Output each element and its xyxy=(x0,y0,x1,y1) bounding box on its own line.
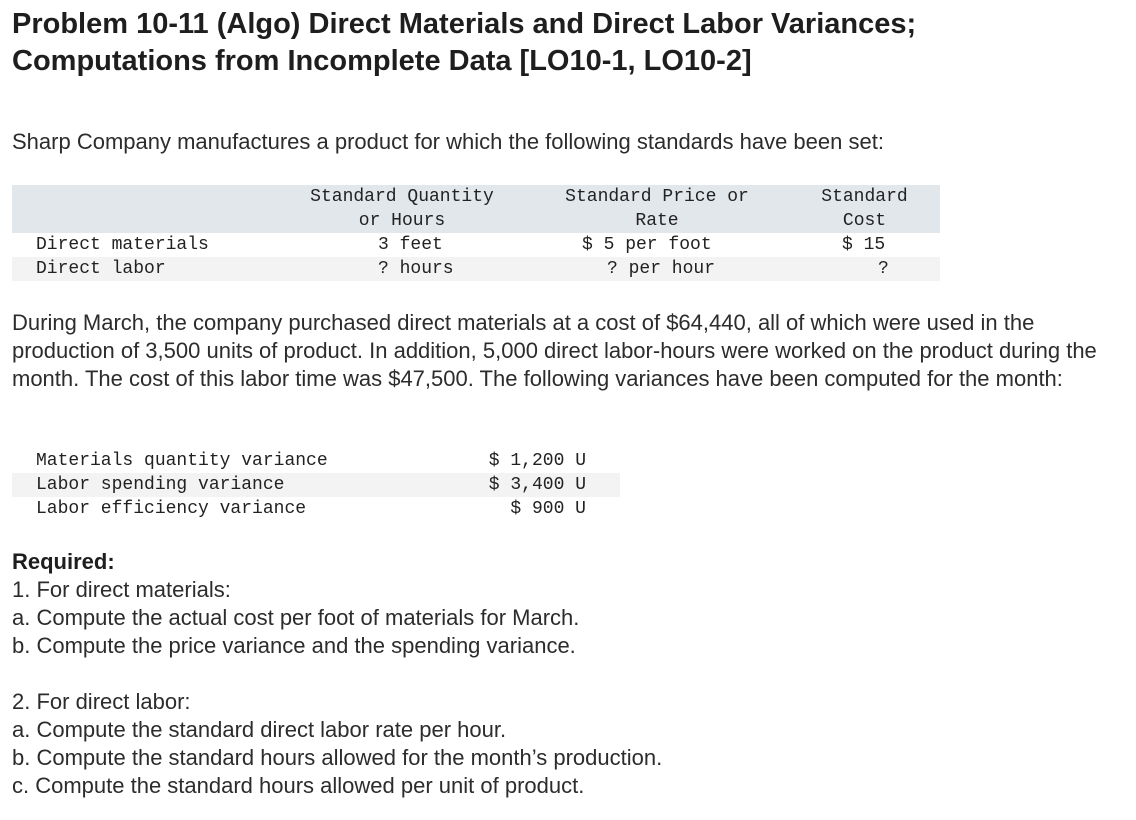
row-cost: ? xyxy=(878,259,889,279)
header-cost-line-1: Standard xyxy=(821,187,908,207)
standards-table-header xyxy=(12,185,940,233)
required-heading: Required: xyxy=(12,549,115,574)
variance-amount: $ 900 U xyxy=(510,499,586,519)
header-standard-price xyxy=(542,185,772,233)
row-quantity: ? hours xyxy=(378,259,454,279)
required-part-2a: a. Compute the standard direct labor rate per hour. xyxy=(12,717,507,742)
table-row xyxy=(12,233,940,257)
header-quantity-line-2: or Hours xyxy=(358,211,446,231)
header-price-line-2: Rate xyxy=(635,211,679,231)
variance-amount: $ 1,200 U xyxy=(488,451,586,471)
header-cost-line-2: Cost xyxy=(842,211,887,231)
standards-table xyxy=(12,185,940,281)
table-row xyxy=(12,257,940,281)
required-part-2c: c. Compute the standard hours allowed per unit of product. xyxy=(12,773,585,798)
variance-label: Labor spending variance xyxy=(36,475,285,495)
required-part-2-heading: 2. For direct labor: xyxy=(12,689,191,714)
table-row xyxy=(12,473,620,497)
required-part-1-heading: 1. For direct materials: xyxy=(12,577,231,602)
variance-amount: $ 3,400 U xyxy=(488,475,586,495)
variance-label: Labor efficiency variance xyxy=(36,499,307,519)
scenario-text: During March, the company purchased direct materials at a cost of $64,440, all of which were used in the production of 3,500 units of product. In addition, 5,000 direct labor-hours were worked on the product during the month. The cost of this labor time was $47,500. The following variances have been computed for the month: xyxy=(12,310,1097,391)
header-standard-cost xyxy=(802,185,927,233)
row-label: Direct materials xyxy=(36,235,209,255)
required-part-1a: a. Compute the actual cost per foot of materials for March. xyxy=(12,605,580,630)
required-part-2b: b. Compute the standard hours allowed for the month’s production. xyxy=(12,745,663,770)
row-quantity: 3 feet xyxy=(378,235,443,255)
row-cost: $ 15 xyxy=(842,235,886,255)
header-standard-quantity xyxy=(292,185,512,233)
variance-label: Materials quantity variance xyxy=(36,451,328,471)
row-price: $ 5 per foot xyxy=(582,235,712,255)
problem-title-line-1: Problem 10-11 (Algo) Direct Materials and Direct Labor Variances; xyxy=(12,8,917,40)
intro-text: Sharp Company manufactures a product for which the following standards have been set: xyxy=(12,129,884,154)
table-row xyxy=(12,497,620,521)
required-part-2 xyxy=(12,688,662,800)
row-label: Direct labor xyxy=(36,259,166,279)
header-quantity-line-1: Standard Quantity xyxy=(310,187,494,207)
required-section xyxy=(12,548,579,660)
header-price-line-1: Standard Price or xyxy=(565,187,749,207)
problem-title xyxy=(12,6,1112,80)
row-price: ? per hour xyxy=(607,259,716,279)
problem-title-line-2: Computations from Incomplete Data [LO10-1, LO10-2] xyxy=(12,45,752,77)
variances-table xyxy=(12,449,620,521)
required-part-1b: b. Compute the price variance and the spending variance. xyxy=(12,633,576,658)
table-row xyxy=(12,449,620,473)
